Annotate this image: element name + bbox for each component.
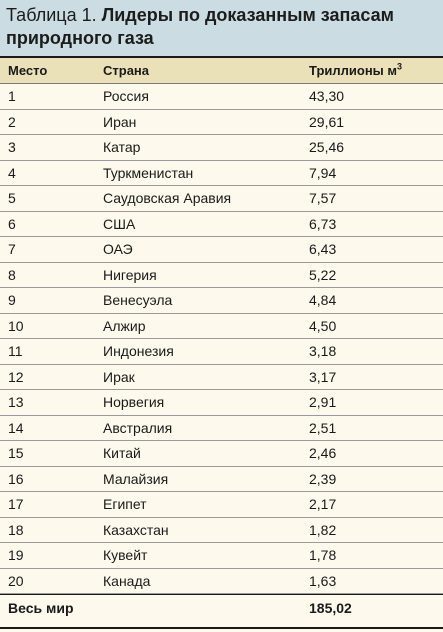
country-cell: Алжир [103,317,146,334]
value-cell: 1,82 [309,521,337,538]
rank-cell: 1 [8,88,16,105]
value-cell: 2,51 [309,419,337,436]
value-cell: 25,46 [309,139,345,156]
value-cell: 29,61 [309,113,345,130]
rank-cell: 15 [8,445,24,462]
table-row [0,390,443,416]
table-title-prefix: Таблица 1. [6,5,97,25]
table-row [0,569,443,595]
country-cell: Казахстан [103,521,169,538]
value-cell: 2,39 [309,470,337,487]
table-row [0,110,443,136]
table-row [0,339,443,365]
country-cell: Ирак [103,368,135,385]
table-row [0,416,443,442]
value-cell: 2,17 [309,496,337,513]
table-row [0,543,443,569]
value-cell: 7,94 [309,164,337,181]
country-cell: Туркменистан [103,164,194,181]
country-cell: Австралия [103,419,173,436]
country-cell: Китай [103,445,141,462]
table-row [0,237,443,263]
rank-cell: 3 [8,139,16,156]
country-cell: США [103,215,136,232]
total-value: 185,02 [309,599,352,616]
table-row [0,212,443,238]
table-row [0,492,443,518]
table-title [0,0,443,58]
rank-cell: 7 [8,241,16,258]
table-row [0,441,443,467]
table-row [0,288,443,314]
value-cell: 1,78 [309,547,337,564]
rank-cell: 13 [8,394,24,411]
total-row [0,594,443,620]
table-title-main: Лидеры по доказанным запасам природного газа [6,5,394,48]
value-cell: 2,91 [309,394,337,411]
rank-cell: 8 [8,266,16,283]
value-cell: 43,30 [309,88,345,105]
total-label: Весь мир [8,599,74,616]
country-cell: Россия [103,88,149,105]
value-cell: 7,57 [309,190,337,207]
table-row [0,84,443,110]
value-cell: 2,46 [309,445,337,462]
country-cell: Индонезия [103,343,174,360]
rank-cell: 16 [8,470,24,487]
table-row [0,314,443,340]
header-value-base: Триллионы м [309,63,398,78]
value-cell: 3,18 [309,343,337,360]
country-cell: Кувейт [103,547,148,564]
table-row [0,365,443,391]
value-cell: 3,17 [309,368,337,385]
value-cell: 6,43 [309,241,337,258]
table-row [0,467,443,493]
rank-cell: 9 [8,292,16,309]
table-row [0,135,443,161]
country-cell: Венесуэла [103,292,173,309]
country-cell: Катар [103,139,141,156]
rank-cell: 10 [8,317,24,334]
rank-cell: 6 [8,215,16,232]
rank-cell: 2 [8,113,16,130]
header-value [309,63,443,78]
rank-cell: 17 [8,496,24,513]
country-cell: ОАЭ [103,241,133,258]
country-cell: Иран [103,113,137,130]
country-cell: Норвегия [103,394,165,411]
country-cell: Малайзия [103,470,169,487]
value-cell: 5,22 [309,266,337,283]
value-cell: 4,84 [309,292,337,309]
value-cell: 6,73 [309,215,337,232]
country-cell: Нигерия [103,266,157,283]
header-rank: Место [8,63,48,78]
table-row [0,186,443,212]
rank-cell: 11 [8,343,23,360]
value-cell: 1,63 [309,572,337,589]
table-row [0,161,443,187]
rank-cell: 12 [8,368,24,385]
bottom-rule [0,627,443,629]
rank-cell: 4 [8,164,16,181]
header-value-sup: 3 [397,61,403,72]
table-row [0,263,443,289]
rank-cell: 5 [8,190,16,207]
rank-cell: 18 [8,521,24,538]
rank-cell: 19 [8,547,24,564]
rank-cell: 20 [8,572,24,589]
country-cell: Египет [103,496,147,513]
rank-cell: 14 [8,419,24,436]
header-country: Страна [103,63,150,78]
value-cell: 4,50 [309,317,337,334]
table-body [0,84,443,594]
table-row [0,518,443,544]
table-header [0,58,443,84]
country-cell: Саудовская Аравия [103,190,232,207]
country-cell: Канада [103,572,151,589]
